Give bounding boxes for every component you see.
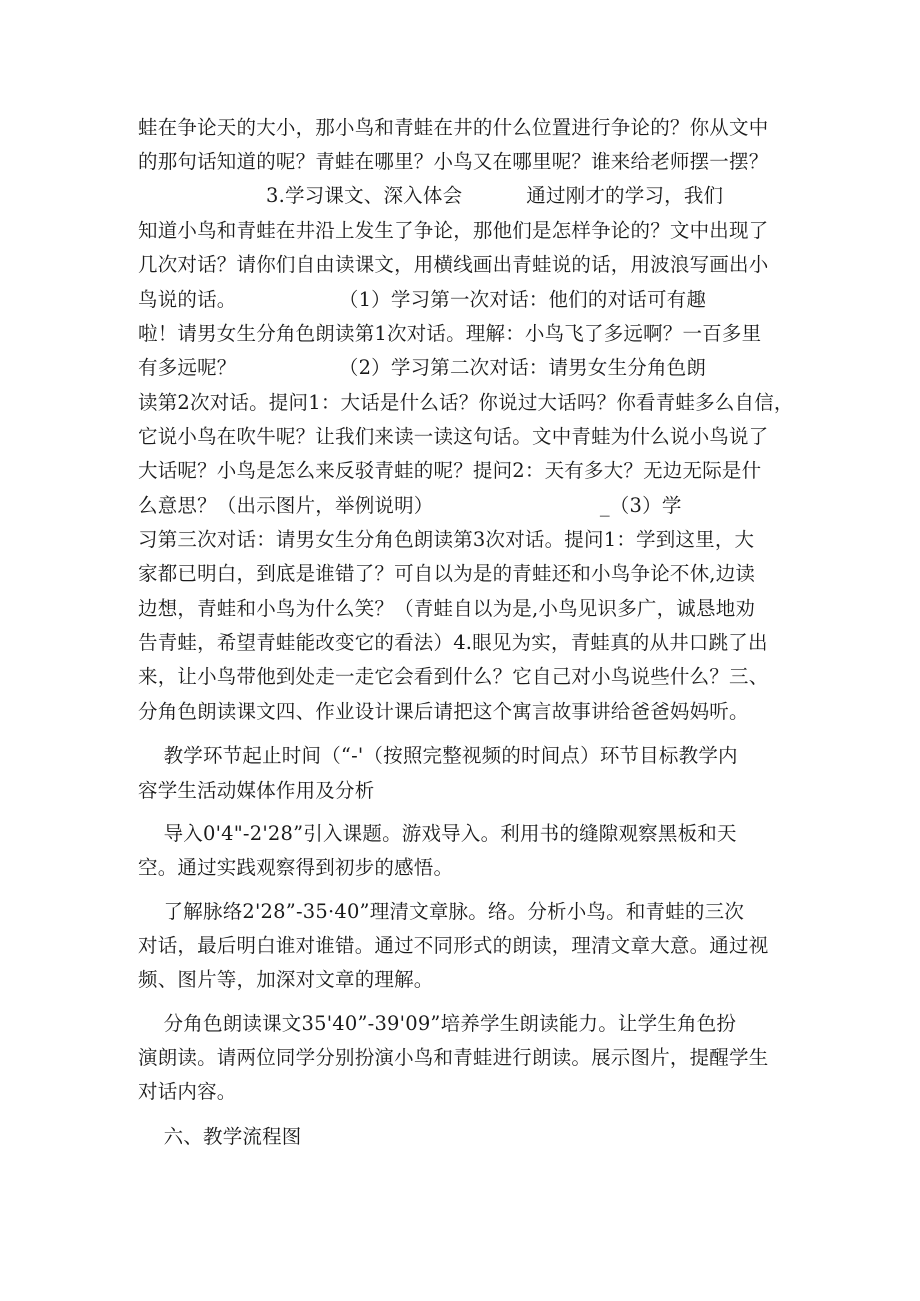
text-line: 有多远呢？ （2）学习第二次对话：请男女生分角色朗 [138,356,707,379]
text-line: 家都已明白，到底是谁错了？可自以为是的青蛙还和小鸟争论不休,边读 [138,562,756,585]
text-line: 知道小鸟和青蛙在井沿上发生了争论，那他们是怎样争论的？文中出现了 [138,219,769,242]
text-line: 啦！请男女生分角色朗读第1次对话。理解：小鸟飞了多远啊？一百多里 [138,322,762,345]
text-line: 教学环节起止时间（“-'（按照完整视频的时间点）环节目标教学内 [138,744,738,767]
text-line: 蛙在争论天的大小，那小鸟和青蛙在井的什么位置进行争论的？你从文中 [138,116,769,139]
text-line: 频、图片等，加深对文章的理解。 [138,968,434,991]
text-line: 空。通过实践观察得到初步的感悟。 [138,856,454,879]
text-line: 3.学习课文、深入体会 通过刚才的学习，我们 [138,184,724,207]
text-line: 几次对话？请你们自由读课文，用横线画出青蛙说的话，用波浪写画出小 [138,253,769,276]
text-line: 习第三次对话：请男女生分角色朗读第3次对话。提问1：学到这里，大 [138,528,755,551]
text-line: 的那句话知道的呢？青蛙在哪里？小鸟又在哪里呢？谁来给老师摆一摆？ [138,150,769,173]
text-line: 分角色朗读课文35'40”-39'09”培养学生朗读能力。让学生角色扮 [138,1012,737,1035]
text-line: 它说小鸟在吹牛呢？让我们来读一读这句话。文中青蛙为什么说小鸟说了 [138,425,769,448]
text-line: 边想，青蛙和小鸟为什么笑？（青蛙自以为是,小鸟见识多广，诚恳地劝 [138,597,756,620]
text-line: 演朗读。请两位同学分别扮演小鸟和青蛙进行朗读。展示图片，提醒学生 [138,1046,769,1069]
text-line: 来，让小鸟带他到处走一走它会看到什么？它自己对小鸟说些什么？三、 [138,665,769,688]
text-line: 容学生活动媒体作用及分析 [138,779,375,802]
text-line: 告青蛙，希望青蛙能改变它的看法）4.眼见为实，青蛙真的从井口跳了出 [138,631,768,654]
text-line: 对话内容。 [138,1080,237,1103]
text-line: 分角色朗读课文四、作业设计课后请把这个寓言故事讲给爸爸妈妈听。 [138,700,749,723]
text-line: 大话呢？小鸟是怎么来反驳青蛙的呢？提问2：天有多大？无边无际是什 [138,459,762,482]
section-heading: 六、教学流程图 [138,1125,302,1148]
text-line: 鸟说的话。 （1）学习第一次对话：他们的对话可有趣 [138,288,707,311]
text-line: 对话，最后明白谁对谁错。通过不同形式的朗读，理清文章大意。通过视 [138,934,769,957]
text-line: 读第2次对话。提问1：大话是什么话？你说过大话吗？你看青蛙多么自信， [138,391,794,414]
text-line: 么意思？（出示图片，举例说明） _（3）学 [138,494,682,517]
text-line: 导入0'4"-2'28”引入课题。游戏导入。利用书的缝隙观察黑板和天 [138,822,737,845]
text-line: 了解脉络2'28”-35·40”理清文章脉。络。分析小鸟。和青蛙的三次 [138,900,745,923]
